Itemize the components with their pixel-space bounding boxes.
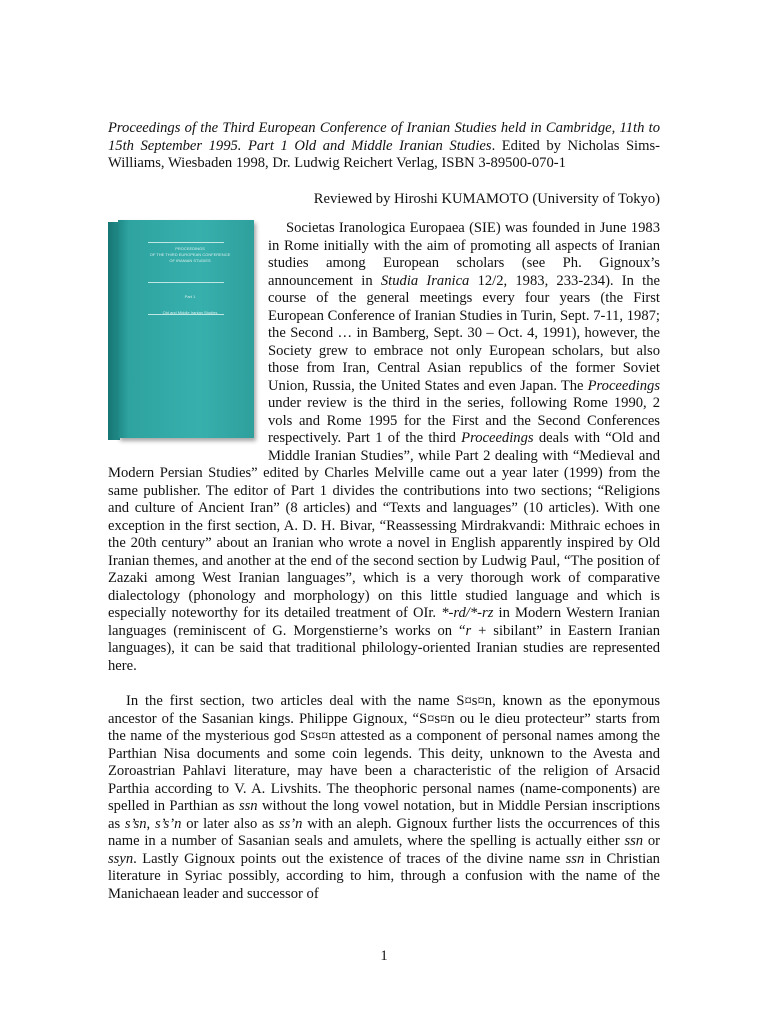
page-number: 1: [380, 948, 388, 964]
cover-text-line: OF IRANIAN STUDIES: [169, 258, 211, 263]
text-run: In the first section, two articles deal with the name S¤s¤n, known as the eponymous ancestor of the Sasanian kings. Philippe Gignoux, “S¤s¤n ou le dieu protecteur” starts from the name of the mysterious god S¤s¤n attested as a component of personal names among the Parthian Nisa documents and some coin legends. This deity, unknown to the Avesta and Zoroastrian Pahlavi literature, may have been a characteristic of the religion of Arsacid Parthia according to V. A. Livshits. The theophoric personal names (name-components) are spelled in Parthian as: [108, 693, 660, 814]
text-run: in Christian literature in Syriac possibly, according to him, through a confusion with the name of the Manichaean leader and successor of: [108, 850, 660, 902]
text-run-italic: ssn: [624, 833, 644, 849]
cover-text-line: Part 1: [184, 294, 196, 299]
text-run: or: [643, 833, 660, 849]
cover-rule: [148, 242, 224, 243]
text-run-italic: r: [465, 622, 472, 639]
text-run-italic: Proceedings: [461, 430, 534, 446]
cover-text: [148, 246, 232, 316]
reviewer-line: Reviewed by Hiroshi KUMAMOTO (University of Tokyo): [313, 190, 660, 207]
paragraph-2: [108, 693, 660, 903]
text-run-italic: s’s’n: [154, 815, 182, 832]
text-run: with an aleph. Gignoux further lists the occurrences of this name in a number of Sasanian seals and amulets, where the spelling is actually either: [108, 815, 660, 849]
text-run: . Lastly Gignoux points out the existence of traces of the divine name: [133, 850, 566, 867]
text-run: without the long vowel notation, but in Middle Persian inscriptions as: [108, 798, 660, 832]
text-run: Societas Iranologica Europaea (SIE) was founded in June 1983 in Rome initially with the aim of promoting all aspects of Iranian studies among European scholars (see Ph. Gignoux’s announcement in: [268, 220, 660, 289]
text-run-italic: Proceedings: [587, 377, 660, 394]
text-run-italic: ssn: [565, 850, 585, 867]
text-run-italic: ssn: [238, 798, 258, 814]
cover-text-line: Old and Middle Iranian Studies: [162, 310, 218, 315]
book-cover-image: [108, 220, 256, 446]
text-run: under review is the third in the series, following Rome 1990, 2 vols and Rome 1995 for the First and the Second Conferences respectively. Part 1 of the third: [268, 395, 660, 446]
text-run-italic: Studia Iranica: [380, 272, 470, 289]
first-paragraph-block: [108, 220, 660, 675]
text-run: in Modern Western Iranian languages (reminiscent of G. Morgenstierne’s works on “: [108, 605, 660, 639]
text-run-italic: *-rd/*-rz: [441, 605, 494, 621]
text-run: + sibilant” in Eastern Iranian languages), it can be said that traditional philology-oriented Iranian studies are represented here.: [108, 622, 660, 674]
text-run: 12/2, 1983, 233-234). In the course of the general meetings every four years (the First European Conference of Iranian Studies in Turin, Sept. 7-11, 1987; the Second … in Bamberg, Sept. 30 – Oct. 4, 1991), however, the Society grew to embrace not only European scholars, but also those from Iran, Central Asian republics of the former Soviet Union, Russia, the United States and even Japan. The: [268, 272, 660, 394]
text-run-italic: ssyn: [108, 850, 134, 867]
review-page: [108, 120, 660, 903]
text-run: ,: [146, 815, 155, 832]
text-run: deals with “Old and Middle Iranian Studies”, while Part 2 dealing with “Medieval and Modern Persian Studies” edited by Charles Melville came out a year later (1999) from the same publisher. The editor of Part 1 divides the contributions into two sections; “Religions and culture of Ancient Iran” (8 articles) and “Texts and languages” (10 articles). With one exception in the first section, A. D. H. Bivar, “Reassessing Mirdrakvandi: Mithraic echoes in the 20th century” about an Iranian who wrote a novel in English apparently inspired by Old Iranian themes, and another at the end of the second section by Ludwig Paul, “The position of Zazaki among West Iranian languages”, which is a very thorough work of comparative dialectology (phonology and morphology) on this little studied language and which is especially noteworthy for its detailed treatment of OIr.: [108, 430, 660, 621]
citation-details: . Edited by Nicholas Sims-Williams, Wiesbaden 1998, Dr. Ludwig Reichert Verlag, ISBN 3-89500-070-1: [108, 137, 661, 171]
cover-text-line: PROCEEDINGS: [175, 246, 205, 251]
book-citation: [108, 120, 660, 173]
text-run-italic: ss’n: [278, 815, 303, 832]
cover-text-line: OF THE THIRD EUROPEAN CONFERENCE: [149, 252, 231, 257]
text-run: or later also as: [181, 815, 279, 832]
text-run-italic: s’sn: [124, 815, 147, 832]
citation-title: Proceedings of the Third European Conference of Iranian Studies held in Cambridge, 11th to 15th September 1995. Part 1 Old and Middle Iranian Studies: [108, 120, 660, 154]
